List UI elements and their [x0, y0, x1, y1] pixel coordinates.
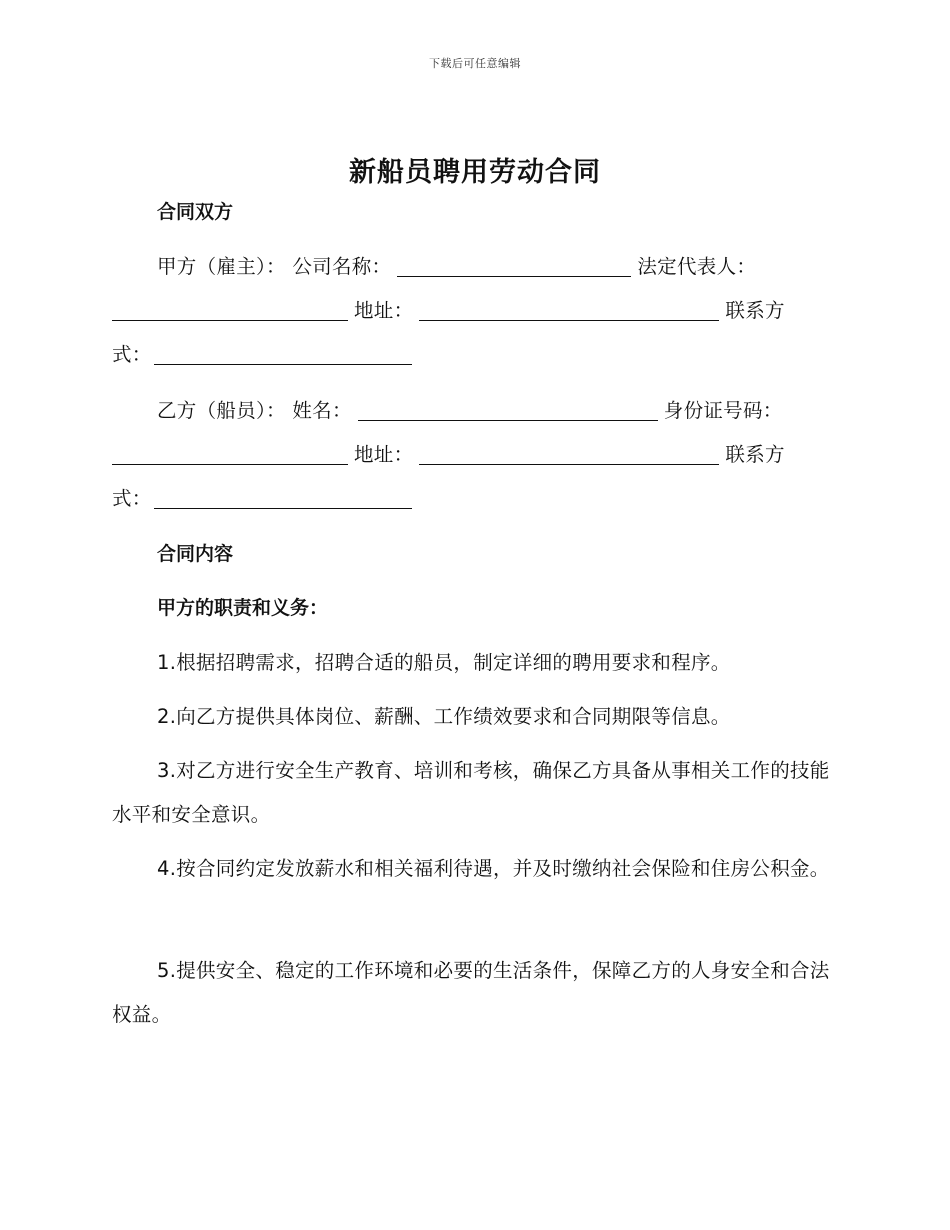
party-b-line-1	[112, 389, 830, 433]
legal-rep-field[interactable]	[112, 296, 348, 321]
party-a-line-2	[112, 289, 830, 333]
party-b-address-field[interactable]	[419, 440, 719, 465]
duty-item-4: 4.按合同约定发放薪水和相关福利待遇，并及时缴纳社会保险和住房公积金。	[157, 857, 830, 880]
party-a-address-field[interactable]	[419, 296, 719, 321]
parties-heading: 合同双方	[157, 201, 234, 223]
duty-item-5: 5.提供安全、稳定的工作环境和必要的生活条件，保障乙方的人身安全和合法权益。	[112, 959, 830, 1026]
party-b-line-3	[112, 477, 830, 521]
party-b-contact-label-2: 式：	[112, 487, 152, 510]
name-label: 姓名：	[292, 399, 352, 422]
party-a-contact-label-1: 联系方	[725, 299, 785, 322]
content-heading: 合同内容	[157, 543, 234, 565]
party-b-contact-field[interactable]	[154, 484, 412, 509]
party-a-block	[112, 245, 830, 377]
party-b-block	[112, 389, 830, 521]
party-a-line-1	[112, 245, 830, 289]
company-name-field[interactable]	[397, 252, 631, 277]
header-note: 下载后可任意编辑	[429, 57, 521, 70]
duties-heading: 甲方的职责和义务：	[157, 597, 329, 619]
party-a-address-label: 地址：	[354, 299, 414, 322]
party-b-line-2	[112, 433, 830, 477]
duty-item-3: 3.对乙方进行安全生产教育、培训和考核，确保乙方具备从事相关工作的技能水平和安全意识。	[112, 759, 830, 826]
company-name-label: 公司名称：	[292, 255, 392, 278]
name-field[interactable]	[358, 396, 658, 421]
party-b-contact-label-1: 联系方	[725, 443, 785, 466]
party-b-address-label: 地址：	[354, 443, 414, 466]
party-a-line-3	[112, 333, 830, 377]
duty-item-2: 2.向乙方提供具体岗位、薪酬、工作绩效要求和合同期限等信息。	[157, 705, 731, 728]
id-number-label: 身份证号码：	[663, 399, 783, 422]
party-a-contact-label-2: 式：	[112, 343, 152, 366]
party-a-contact-field[interactable]	[154, 340, 412, 365]
legal-rep-label: 法定代表人：	[637, 255, 757, 278]
contract-title: 新船员聘用劳动合同	[349, 157, 601, 188]
duty-item-1: 1.根据招聘需求，招聘合适的船员，制定详细的聘用要求和程序。	[157, 651, 731, 674]
id-number-field[interactable]	[112, 440, 348, 465]
party-b-label: 乙方（船员）：	[157, 399, 286, 422]
party-a-label: 甲方（雇主）：	[157, 255, 286, 278]
